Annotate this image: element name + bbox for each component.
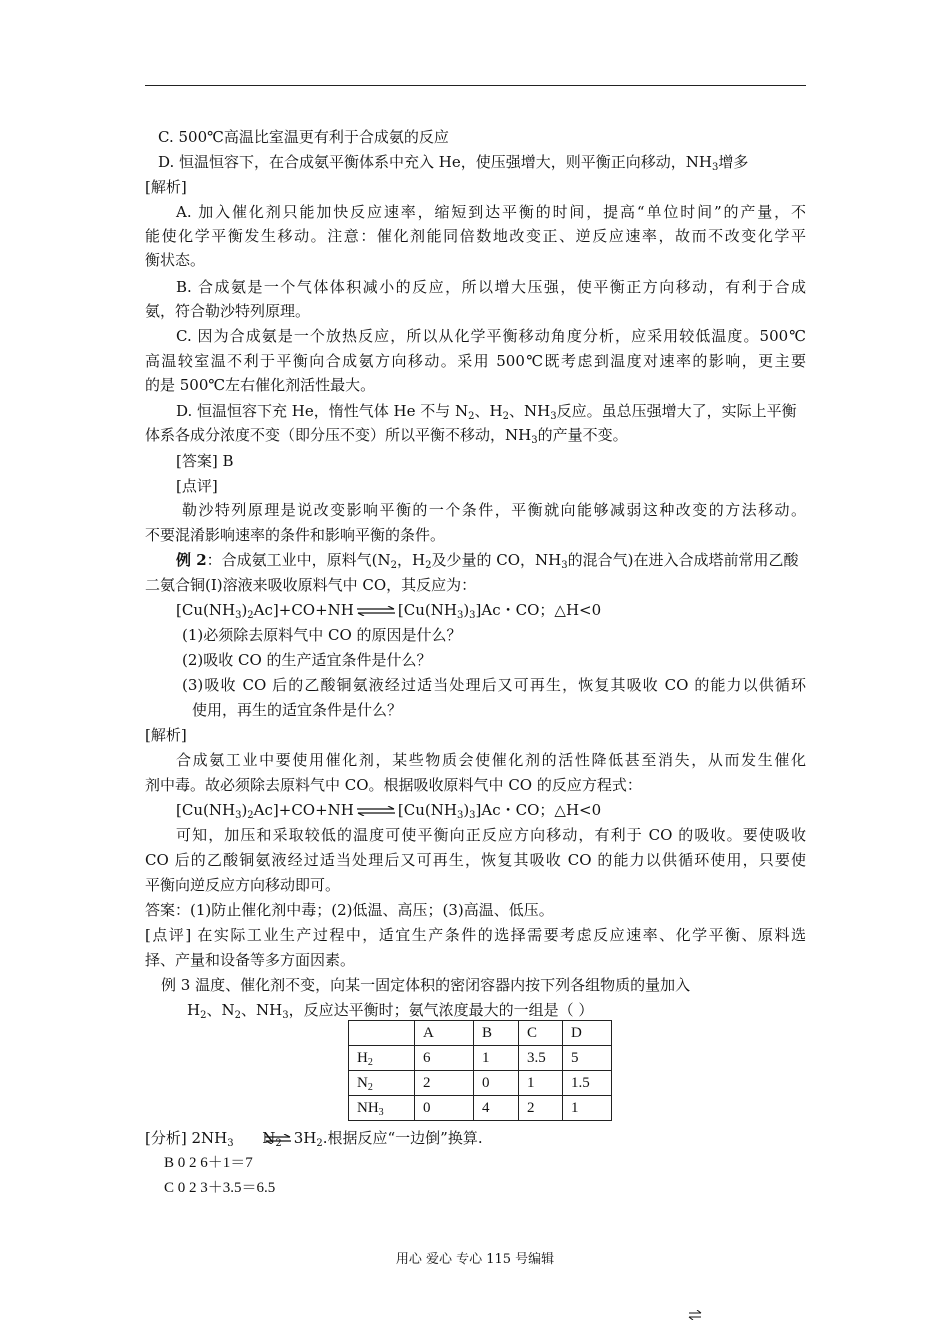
table-row [349,1071,612,1096]
table-cell: 0 [415,1096,474,1121]
analysis-c-line1: C. 因为合成氨是一个放热反应，所以从化学平衡移动角度分析，应采用较低温度。500℃ [176,327,806,345]
analysis-2-line3: 可知，加压和采取较低的温度可使平衡向正反应方向移动，有利于 CO 的吸收。要使吸收 [176,826,806,844]
analysis-label: [解析] [145,178,187,196]
question-2: (2)吸收 CO 的生产适宜条件是什么？ [182,651,432,669]
example-2-line1: 例 2：合成氨工业中，原料气($N_2$，$H_2$及少量的 CO，$NH_3$的混合气)在进入合成塔前常用乙酸 [176,551,799,571]
analysis-c-line2: 高温较室温不利于平衡向合成氨方向移动。采用 500℃既考虑到温度对速率的影响，更主要 [145,352,806,370]
table-cell: 0 [474,1071,519,1096]
table-header-cell [349,1021,415,1046]
table-row [349,1046,612,1071]
option-d: D. 恒温恒容下，在合成氨平衡体系中充入 He，使压强增大，则平衡正向移动，$NH_3$增多 [158,153,749,173]
table-header-cell: B [474,1021,519,1046]
table-cell: 1.5 [563,1071,612,1096]
comment-1-line1: 勒沙特列原理是说改变影响平衡的一个条件，平衡就向能够减弱这种改变的方法移动。 [182,501,806,519]
equilibrium-arrow-icon [356,806,396,816]
comment-label-1: [点评] [176,477,218,495]
table-cell: 5 [563,1046,612,1071]
table-cell: 3.5 [519,1046,563,1071]
table-cell: 4 [474,1096,519,1121]
analysis-a-line3: 衡状态。 [145,251,206,269]
comment-2-line2: 择、产量和设备等多方面因素。 [145,951,356,969]
table-header-cell: A [415,1021,474,1046]
analysis-2-line2: 剂中毒。故必须除去原料气中 CO。根据吸收原料气中 CO 的反应方程式： [145,776,642,794]
table-cell: 1 [563,1096,612,1121]
table-header-cell: C [519,1021,563,1046]
table-row-label: $H_2$ [349,1046,415,1071]
analysis-3-row-c: C 0 2 3＋3.5＝6.5 [164,1180,276,1196]
analysis-a-line1: A. 加入催化剂只能加快反应速率，缩短到达平衡的时间，提高“单位时间”的产量，不 [176,203,806,221]
equation-2: $[Cu(NH_3)_2Ac]+CO+NH$ $[Cu(NH_3)_3]Ac$・CO；△H<0 [176,801,602,821]
analysis-3-line1: [分析] $2NH_3$ $N_2$ $3H_2$.根据反应“一边倒”换算. [145,1129,483,1149]
table-header-row [349,1021,612,1046]
table-header-cell: D [563,1021,612,1046]
answer-2: 答案：(1)防止催化剂中毒；(2)低温、高压；(3)高温、低压。 [145,901,554,919]
analysis-a-line2: 能使化学平衡发生移动。注意：催化剂能同倍数地改变正、逆反应速率，故而不改变化学平 [145,227,806,245]
table-row-label: $N_2$ [349,1071,415,1096]
header-rule [145,85,806,86]
example-3-line1: 例 3 温度、催化剂不变，向某一固定体积的密闭容器内按下列各组物质的量加入 [161,976,691,994]
stray-equilibrium-arrow-icon [688,1306,702,1316]
analysis-b-line1: B. 合成氨是一个气体体积减小的反应，所以增大压强，使平衡正方向移动，有利于合成 [176,278,806,296]
equation-1: $[Cu(NH_3)_2Ac]+CO+NH$ $[Cu(NH_3)_3]Ac$・CO；△H<0 [176,601,602,621]
question-3-cont: 使用，再生的适宜条件是什么？ [192,701,403,719]
question-1: (1)必须除去原料气中 CO 的原因是什么？ [182,626,462,644]
option-c: C. 500℃高温比室温更有利于合成氨的反应 [158,128,449,146]
answer-1: [答案] B [176,452,234,470]
analysis-c-line3: 的是 500℃左右催化剂活性最大。 [145,376,376,394]
analysis-label-2: [解析] [145,726,187,744]
table-cell: 1 [474,1046,519,1071]
analysis-2-line1: 合成氨工业中要使用催化剂，某些物质会使催化剂的活性降低甚至消失，从而发生催化 [176,751,806,769]
table-row [349,1096,612,1121]
example-2-line2: 二氨合铜(Ⅰ)溶液来吸收原料气中 CO，其反应为： [145,576,477,594]
analysis-d-line2: 体系各成分浓度不变（即分压不变）所以平衡不移动，$NH_3$的产量不变。 [145,426,628,446]
equilibrium-arrow-icon [356,606,396,616]
question-3: (3)吸收 CO 后的乙酸铜氨液经过适当处理后又可再生，恢复其吸收 CO 的能力以供循环 [182,676,806,694]
table-cell: 1 [519,1071,563,1096]
analysis-d-line1: D. 恒温恒容下充 He，惰性气体 He 不与 $N_2$、$H_2$、$NH_3$反应。虽总压强增大了，实际上平衡 [176,402,797,422]
table-cell: 2 [519,1096,563,1121]
comment-2-line1: [点评] 在实际工业生产过程中，适宜生产条件的选择需要考虑反应速率、化学平衡、原料选 [145,926,806,944]
comment-1-line2: 不要混淆影响速率的条件和影响平衡的条件。 [145,526,446,544]
analysis-2-line4: CO 后的乙酸铜氨液经过适当处理后又可再生，恢复其吸收 CO 的能力以供循环使用，只要使 [145,851,806,869]
equilibrium-arrow-icon [264,1134,292,1144]
amounts-table [348,1020,612,1121]
table-cell: 2 [415,1071,474,1096]
example-3-line2: $H_2$、$N_2$、$NH_3$，反应达平衡时；氨气浓度最大的一组是（ ） [187,1001,594,1021]
page-footer: 用心 爱心 专心 115 号编辑 [395,1252,555,1267]
table-row-label: $NH_3$ [349,1096,415,1121]
table-cell: 6 [415,1046,474,1071]
analysis-b-line2: 氨，符合勒沙特列原理。 [145,302,311,320]
analysis-2-line5: 平衡向逆反应方向移动即可。 [145,876,341,894]
analysis-3-row-b: B 0 2 6＋1＝7 [164,1155,253,1171]
